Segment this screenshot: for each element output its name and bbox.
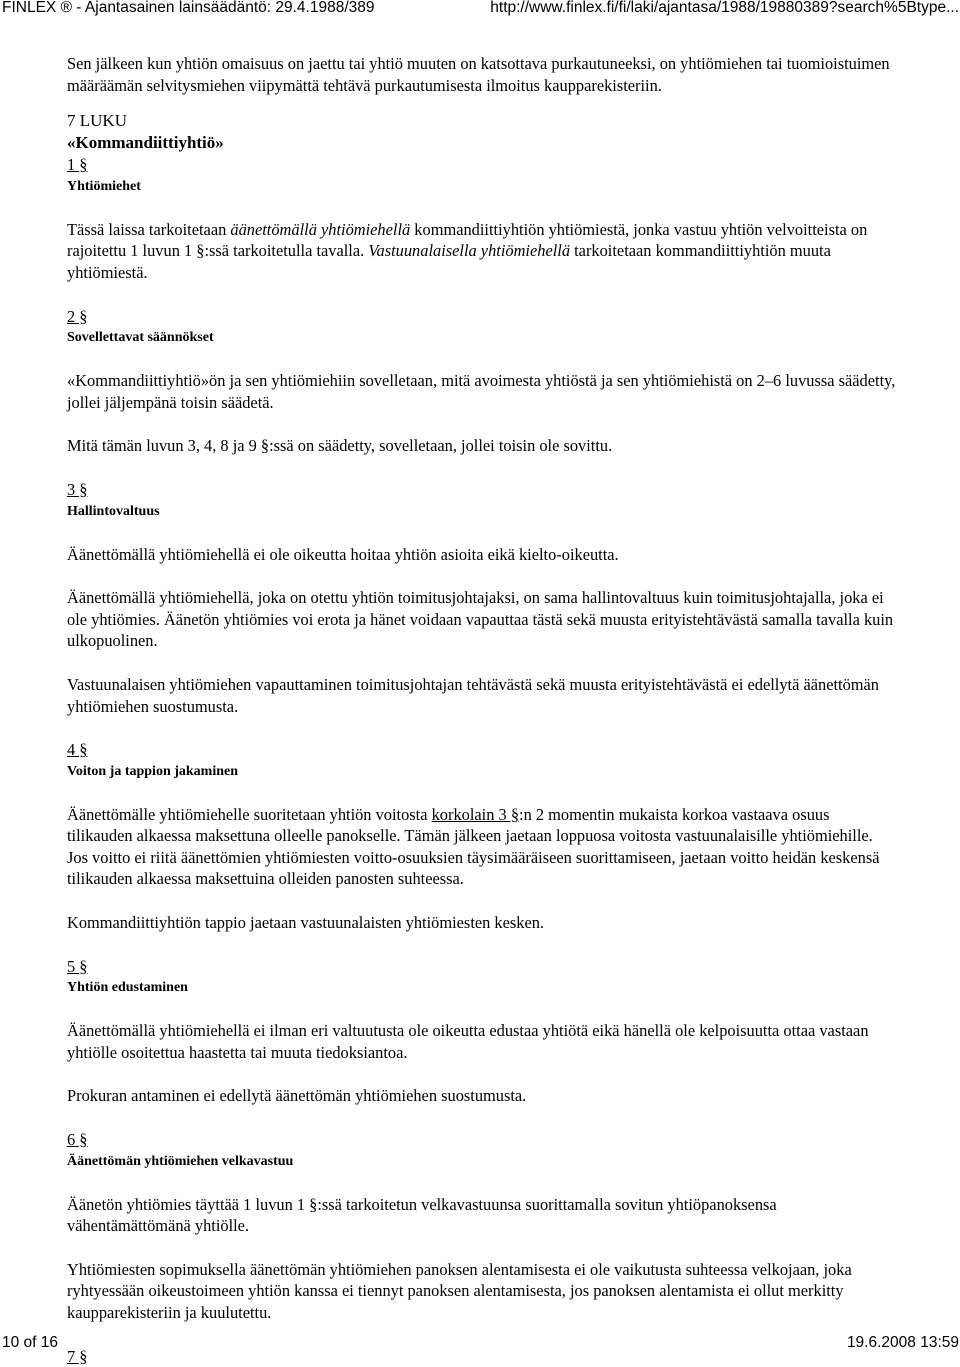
section-6-paragraph-2: Yhtiömiesten sopimuksella äänettömän yhtiömiehen panoksen alentamisesta ei ole vaikutusta suhteessa velkojaan, joka ryhtyessään oikeustoimeen yhtiön kanssa ei tiennyt panoksen alentamisesta, jos panoksen alentamista ei ollut merkitty kaupparekisteriin ja kuulutettu. bbox=[67, 1259, 852, 1322]
intro-paragraph: Sen jälkeen kun yhtiön omaisuus on jaettu tai yhtiö muuten on katsottava purkautuneeksi, on yhtiömiehen tai tuomioistuimen määräämän selvitysmiehen viipymättä tehtävä purkautumisesta ilmoitus kaupparekisteriin. bbox=[67, 54, 890, 95]
section-2-link[interactable]: 2 § bbox=[67, 306, 88, 326]
section-5-paragraph-1: Äänettömällä yhtiömiehellä ei ilman eri valtuutusta ole oikeutta edustaa yhtiötä eikä hänellä ole kelpoisuutta ottaa vastaan yhtiölle osoitettua haastetta tai muuta tiedoksiantoa. bbox=[67, 1021, 869, 1062]
section-3-paragraph-3: Vastuunalaisen yhtiömiehen vapauttaminen toimitusjohtajan tehtävästä sekä muusta erityistehtävästä ei edellytä äänettömän yhtiömiehen suostumusta. bbox=[67, 674, 879, 716]
chapter-number: 7 LUKU bbox=[67, 111, 127, 131]
page-counter: 10 of 16 bbox=[2, 1334, 59, 1351]
section-4-paragraph-2: Kommandiittiyhtiön tappio jaetaan vastuunalaisten yhtiömiesten kesken. bbox=[67, 913, 545, 933]
section-6 bbox=[67, 1129, 897, 1324]
section-6-paragraph-1: Äänetön yhtiömies täyttää 1 luvun 1 §:ssä tarkoitetun velkavastuunsa suorittamalla sovitun yhtiöpanoksensa vähentämättömänä yhtiölle. bbox=[67, 1194, 777, 1236]
section-3-link[interactable]: 3 § bbox=[67, 479, 88, 499]
browser-page-title: FINLEX ® - Ajantasainen lainsäädäntö: 29.4.1988/389 bbox=[2, 0, 375, 16]
print-datetime: 19.6.2008 13:59 bbox=[846, 1334, 959, 1351]
section-1-link[interactable]: 1 § bbox=[67, 155, 88, 175]
section-2-title: Sovellettavat säännökset bbox=[67, 330, 214, 346]
page-url: http://www.finlex.fi/fi/laki/ajantasa/1988/19880389?search%5Btype... bbox=[490, 0, 959, 16]
section-5 bbox=[67, 956, 897, 1107]
section-2-paragraph-1: «Kommandiittiyhtiö»ön ja sen yhtiömiehiin sovelletaan, mitä avoimesta yhtiöstä ja sen yhtiömiehistä on 2‒6 luvussa säädetty, jollei jäljempänä toisin säädetä. bbox=[67, 371, 896, 412]
section-2-paragraph-2: Mitä tämän luvun 3, 4, 8 ja 9 §:ssä on säädetty, sovelletaan, jollei toisin ole sovittu. bbox=[67, 436, 613, 456]
section-1-paragraph-1: Tässä laissa tarkoitetaan äänettömällä yhtiömiehellä kommandiittiyhtiön yhtiömiestä, jonka vastuu yhtiön velvoitteista on rajoitettu 1 luvun 1 §:ssä tarkoitetulla tavalla. Vastuunalaisella yhtiömiehellä tarkoitetaan kommandiittiyhtiön muuta yhtiömiestä. bbox=[67, 219, 868, 282]
document-body bbox=[67, 53, 897, 1367]
section-3-paragraph-2: Äänettömällä yhtiömiehellä, joka on otettu yhtiön toimitusjohtajaksi, on sama hallintovaltuus kuin toimitusjohtajalla, joka ei ole yhtiömies. Äänetön yhtiömies voi erota ja hänet voidaan vapauttaa tästä sekä muusta erityistehtävästä samalla tavalla kuin ulkopuolinen. bbox=[67, 588, 894, 651]
section-4 bbox=[67, 739, 897, 934]
section-4-paragraph-1: Äänettömälle yhtiömiehelle suoritetaan yhtiön voitosta korkolain 3 §:n 2 momentin mukaista korkoa vastaava osuus tilikauden alkaessa maksettuna olleelle panokselle. Tämän jälkeen jaetaan loppuosa voitosta vastuunalaisille yhtiömiehille. Jos voitto ei riitä äänettömien yhtiömiesten voitto-osuuksien täysimääräiseen suorittamiseen, jaetaan voitto heidän keskensä tilikauden alkaessa maksettuina olleiden panosten suhteessa. bbox=[67, 804, 880, 889]
section-4-title: Voiton ja tappion jakaminen bbox=[67, 763, 239, 779]
section-5-title: Yhtiön edustaminen bbox=[67, 980, 188, 996]
section-4-link[interactable]: 4 § bbox=[67, 740, 88, 760]
section-1 bbox=[67, 154, 897, 283]
section-5-paragraph-2: Prokuran antaminen ei edellytä äänettömän yhtiömiehen suostumusta. bbox=[67, 1086, 527, 1106]
chapter-title: «Kommandiittiyhtiö» bbox=[67, 133, 224, 153]
section-3-paragraph-1: Äänettömällä yhtiömiehellä ei ole oikeutta hoitaa yhtiön asioita eikä kielto-oikeutta. bbox=[67, 544, 619, 564]
section-2 bbox=[67, 306, 897, 457]
korkolaki-link[interactable]: korkolain 3 § bbox=[431, 804, 520, 824]
section-3 bbox=[67, 479, 897, 717]
section-5-link[interactable]: 5 § bbox=[67, 956, 88, 976]
section-1-title: Yhtiömiehet bbox=[67, 178, 141, 194]
section-6-link[interactable]: 6 § bbox=[67, 1130, 88, 1150]
section-3-title: Hallintovaltuus bbox=[67, 503, 160, 519]
section-6-title: Äänettömän yhtiömiehen velkavastuu bbox=[67, 1153, 294, 1169]
chapter-heading bbox=[67, 110, 897, 154]
section-7-link[interactable]: 7 § bbox=[67, 1346, 88, 1366]
section-7 bbox=[67, 1346, 897, 1367]
